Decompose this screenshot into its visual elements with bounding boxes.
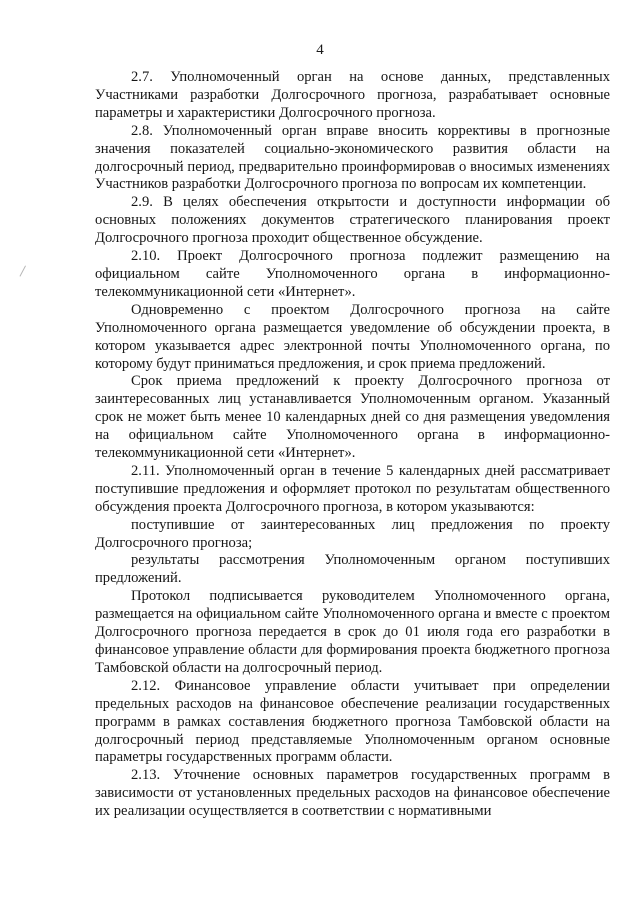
paragraph-protocol: Протокол подписывается руководителем Уполномоченного органа, размещается на официальном сайте Уполномоченного органа и вместе с проектом Долгосрочного прогноза передается в срок до 01 июля года его разработки в финансовое управление области для формирования проекта бюджетного прогноза Тамбовской области на долгосрочный период. bbox=[95, 588, 610, 676]
paragraph-2-13: 2.13. Уточнение основных параметров государственных программ в зависимости от установленных предельных расходов на финансовое обеспечение их реализации осуществляется в соответствии с нормативными bbox=[95, 767, 610, 820]
document-body bbox=[95, 69, 610, 821]
paragraph-2-7: 2.7. Уполномоченный орган на основе данных, представленных Участниками разработки Долгосрочного прогноза, разрабатывает основные параметры и характеристики Долгосрочного прогноза. bbox=[95, 69, 610, 121]
paragraph-deadline: Срок приема предложений к проекту Долгосрочного прогноза от заинтересованных лиц устанавливается Уполномоченным органом. Указанный срок не может быть менее 10 календарных дней со дня размещения уведомления на официальном сайте Уполномоченного органа в информационно-телекоммуникационной сети «Интернет». bbox=[95, 373, 610, 462]
paragraph-list-item-results: результаты рассмотрения Уполномоченным органом поступивших предложений. bbox=[95, 552, 610, 587]
paragraph-2-10: 2.10. Проект Долгосрочного прогноза подлежит размещению на официальном сайте Уполномоченного органа в информационно-телекоммуникационной сети «Интернет». bbox=[95, 248, 610, 300]
paragraph-2-11: 2.11. Уполномоченный орган в течение 5 календарных дней рассматривает поступившие предложения и оформляет протокол по результатам общественного обсуждения проекта Долгосрочного прогноза, в котором указываются: bbox=[95, 462, 610, 515]
paragraph-notice: Одновременно с проектом Долгосрочного прогноза на сайте Уполномоченного органа размещается уведомление об обсуждении проекта, в котором указывается адрес электронной почты Уполномоченного органа, по которому будут приниматься предложения, и срок приема предложений. bbox=[95, 301, 610, 372]
paragraph-2-9: 2.9. В целях обеспечения открытости и доступности информации об основных положениях документов стратегического планирования проект Долгосрочного прогноза проходит общественное обсуждение. bbox=[95, 194, 610, 247]
paragraph-2-12: 2.12. Финансовое управление области учитывает при определении предельных расходов на финансовое обеспечение реализации государственных программ в рамках составления бюджетного прогноза Тамбовской области на долгосрочный период представляемые Уполномоченным органом основные параметры государственных программ области. bbox=[95, 677, 610, 766]
paragraph-list-item-proposals: поступившие от заинтересованных лиц предложения по проекту Долгосрочного прогноза; bbox=[95, 516, 610, 551]
paragraph-2-8: 2.8. Уполномоченный орган вправе вносить коррективы в прогнозные значения показателей социально-экономического развития области на долгосрочный период, предварительно проинформировав о вносимых изменениях Участников разработки Долгосрочного прогноза по вопросам их компетенции. bbox=[95, 122, 610, 193]
margin-pen-mark bbox=[19, 266, 29, 279]
page-number: 4 bbox=[316, 42, 324, 58]
